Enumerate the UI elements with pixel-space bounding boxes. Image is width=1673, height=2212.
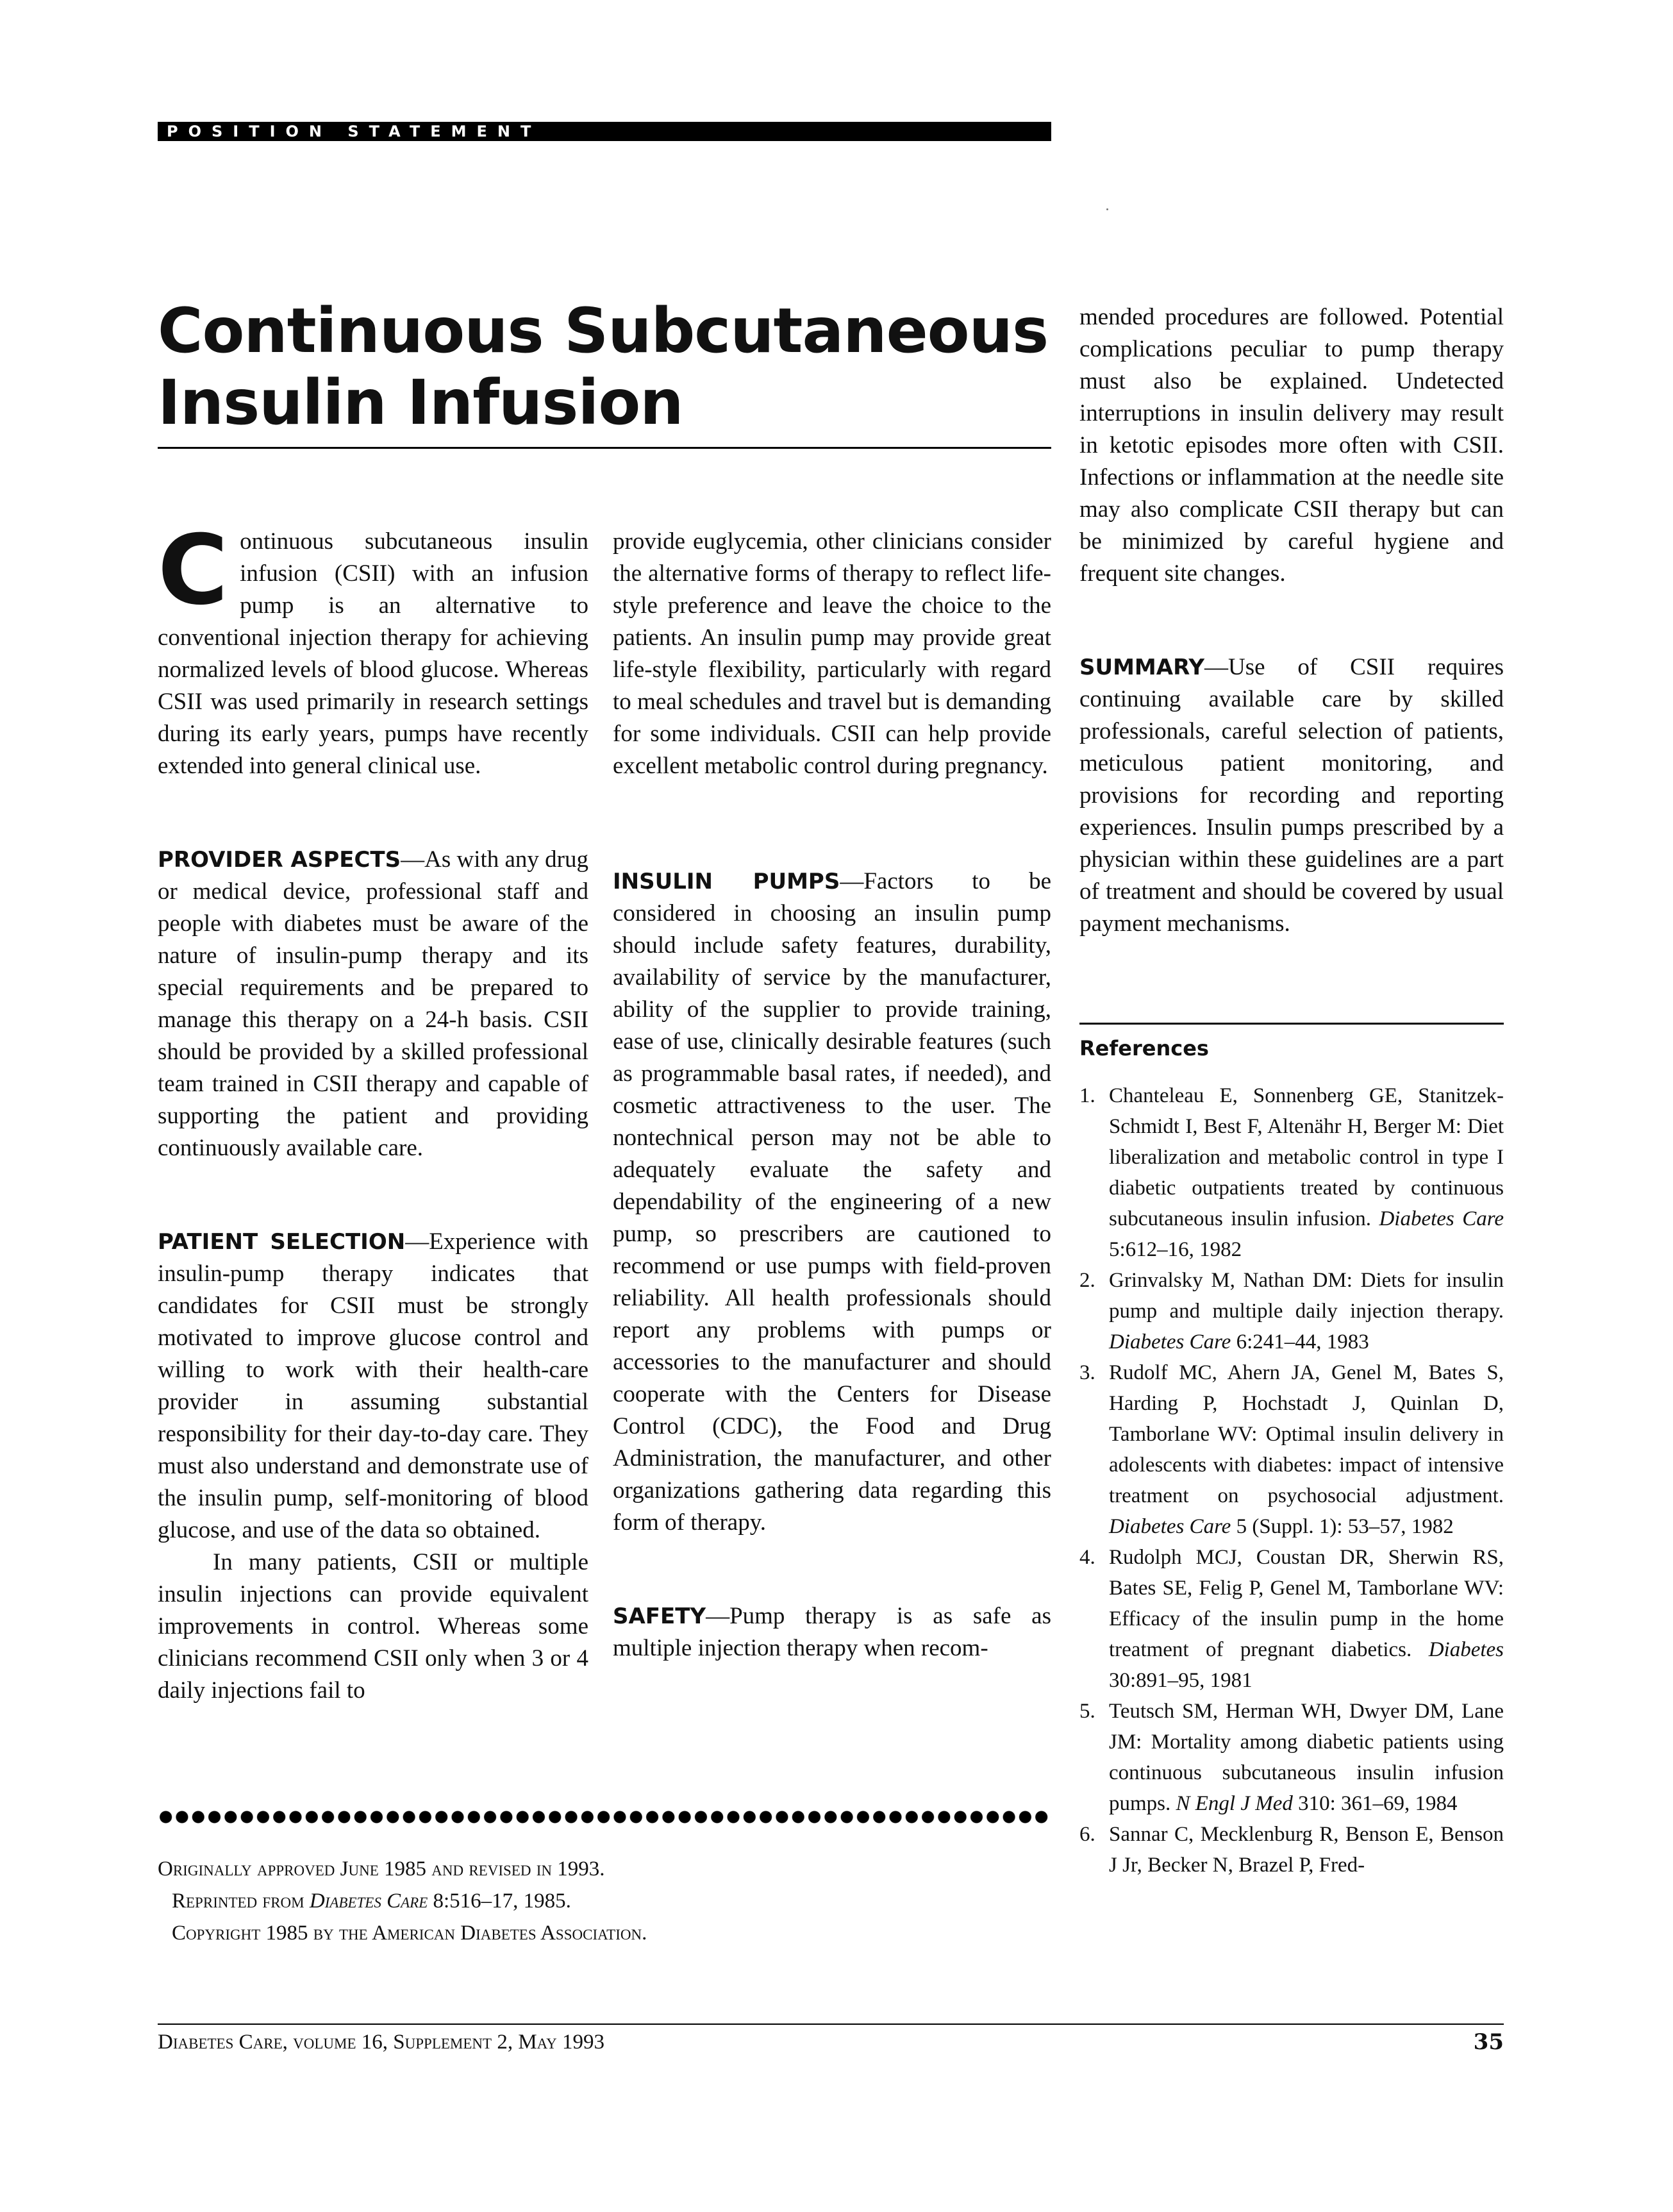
provider-aspects-text: —As with any drug or medical device, professional staff and people with diabetes must be aware of the nature of insulin-pump therapy and its special requirements and be prepared to manage this therapy on a 24-h basis. CSII should be provided by a skilled professional team trained in CSII therapy and capable of supporting the patient and providing continuously available care.: [158, 846, 589, 1161]
intro-text: ontinuous subcutaneous insulin infusion (CSII) with an infusion pump is an alternative to conventional injection therapy for achieving normalized levels of blood glucose. Whereas CSII was used primarily in research settings during its early years, pumps have recently extended into general clinical use.: [158, 528, 588, 779]
summary-heading: SUMMARY: [1079, 655, 1205, 680]
reprint-note: Reprinted from Diabetes Care 8:516–17, 1985.: [172, 1889, 571, 1913]
page-number: 35: [1473, 2029, 1504, 2055]
title-line-1: Continuous Subcutaneous: [158, 295, 1049, 367]
insulin-pumps-text: —Factors to be considered in choosing an insulin pump should include safety features, durability, availability of service by the manufacturer, ability of the supplier to provide training, ease of use, clinically desirable features (such as programmable basal rates, if needed), and cosmetic attractiveness to the user. The nontechnical person may not be able to adequately evaluate the safety and dependability of the engineering of a new pump, so prescribers are cautioned to recommend or use pumps with field-proven reliability. All health professionals should report any problems with pumps or accessories to the manufacturer and should cooperate with the Centers for Disease Control (CDC), the Food and Drug Administration, the manufacturer, and other organizations gathering data regarding this form of therapy.: [613, 868, 1051, 1536]
journal-footer: Diabetes Care, volume 16, Supplement 2, May 1993: [158, 2031, 605, 2054]
column-1: [158, 515, 589, 1707]
column-2: [613, 526, 1051, 1664]
title-divider: [158, 447, 1051, 449]
references-divider: [1079, 1023, 1504, 1025]
safety-paragraph: [613, 1600, 1051, 1664]
publication-notes: [158, 1853, 1051, 1949]
approval-note: Originally approved June 1985 and revised in 1993.: [158, 1857, 605, 1881]
summary-text: —Use of CSII requires continuing available care by skilled professionals, careful selection of patients, meticulous patient monitoring, and provisions for recording and reporting experiences. Insulin pumps prescribed by a physician within these guidelines are a part of treatment and should be covered by usual payment mechanisms.: [1079, 654, 1504, 937]
patient-selection-heading: PATIENT SELECTION: [158, 1229, 406, 1255]
provider-aspects-paragraph: [158, 844, 588, 1164]
section-label: POSITION STATEMENT: [167, 122, 542, 140]
reference-item: 5. Teutsch SM, Herman WH, Dwyer DM, Lane JM: Mortality among diabetic patients using continuous subcutaneous insulin infusion pumps. N Engl J Med 310: 361–69, 1984: [1079, 1700, 1504, 1815]
insulin-pumps-paragraph: [613, 866, 1051, 1539]
patient-selection-paragraph-2: In many patients, CSII or multiple insulin injections can provide equivalent improvements in control. Whereas some clinicians recommend CSII only when 3 or 4 daily injections fail to: [158, 1549, 588, 1704]
patient-selection-paragraph: [158, 1226, 588, 1546]
print-speck: [1106, 208, 1108, 210]
drop-cap: C: [158, 515, 229, 626]
column-2-continuation: provide euglycemia, other clinicians consider the alternative forms of therapy to reflect life-style preference and leave the choice to the patients. An insulin pump may provide great life-style flexibility, particularly with regard to meal schedules and travel but is demanding for some individuals. CSII can help provide excellent metabolic control during pregnancy.: [613, 528, 1051, 779]
title-line-2: Insulin Infusion: [158, 367, 683, 439]
references-list: [1079, 1080, 1504, 1881]
safety-heading: SAFETY: [613, 1604, 706, 1629]
copyright-note: Copyright 1985 by the American Diabetes Association.: [172, 1922, 647, 1945]
reference-item: 1. Chanteleau E, Sonnenberg GE, Stanitzek-Schmidt I, Best F, Altenähr H, Berger M: Diet liberalization and metabolic control in type I diabetic outpatients treated by continuous subcutaneous insulin infusion. Diabetes Care 5:612–16, 1982: [1079, 1084, 1504, 1261]
safety-text: —Pump therapy is as safe as multiple injection therapy when recom-: [613, 1603, 1051, 1661]
reference-item: 4. Rudolph MCJ, Coustan DR, Sherwin RS, Bates SE, Felig P, Genel M, Tamborlane WV: Efficacy of the insulin pump in the home treatment of pregnant diabetics. Diabetes 30:891–95, 1981: [1079, 1546, 1504, 1692]
column-3: [1079, 301, 1504, 940]
column-3-continuation: mended procedures are followed. Potential complications peculiar to pump therapy must also be explained. Undetected interruptions in insulin delivery may result in ketotic episodes more often with CSII. Infections or inflammation at the needle site may also complicate CSII therapy but can be minimized by careful hygiene and frequent site changes.: [1079, 304, 1504, 587]
dotted-separator: [158, 1809, 1051, 1825]
summary-paragraph: [1079, 651, 1504, 940]
article-title: [158, 295, 1055, 439]
intro-paragraph: [158, 515, 588, 782]
patient-selection-text: —Experience with insulin-pump therapy indicates that candidates for CSII must be strongly motivated to improve glucose control and willing to work with their health-care provider in assuming substantial responsibility for their day-to-day care. They must also understand and demonstrate use of the insulin pump, self-monitoring of blood glucose, and use of the data so obtained.: [158, 1228, 589, 1543]
footer-divider: [158, 2023, 1504, 2025]
provider-aspects-heading: PROVIDER ASPECTS: [158, 847, 401, 873]
section-header-bar: [158, 122, 1051, 141]
insulin-pumps-heading: INSULIN PUMPS: [613, 869, 840, 894]
reference-item: 6. Sannar C, Mecklenburg R, Benson E, Benson J Jr, Becker N, Brazel P, Fred-: [1079, 1823, 1504, 1877]
references-heading: References: [1079, 1036, 1209, 1060]
reference-item: 3. Rudolf MC, Ahern JA, Genel M, Bates S, Harding P, Hochstadt J, Quinlan D, Tamborlane WV: Optimal insulin delivery in adolescents with diabetes: impact of intensive treatment on psychosocial adjustment. Diabetes Care 5 (Suppl. 1): 53–57, 1982: [1079, 1361, 1504, 1538]
reference-item: 2. Grinvalsky M, Nathan DM: Diets for insulin pump and multiple daily injection therapy. Diabetes Care 6:241–44, 1983: [1079, 1269, 1504, 1353]
